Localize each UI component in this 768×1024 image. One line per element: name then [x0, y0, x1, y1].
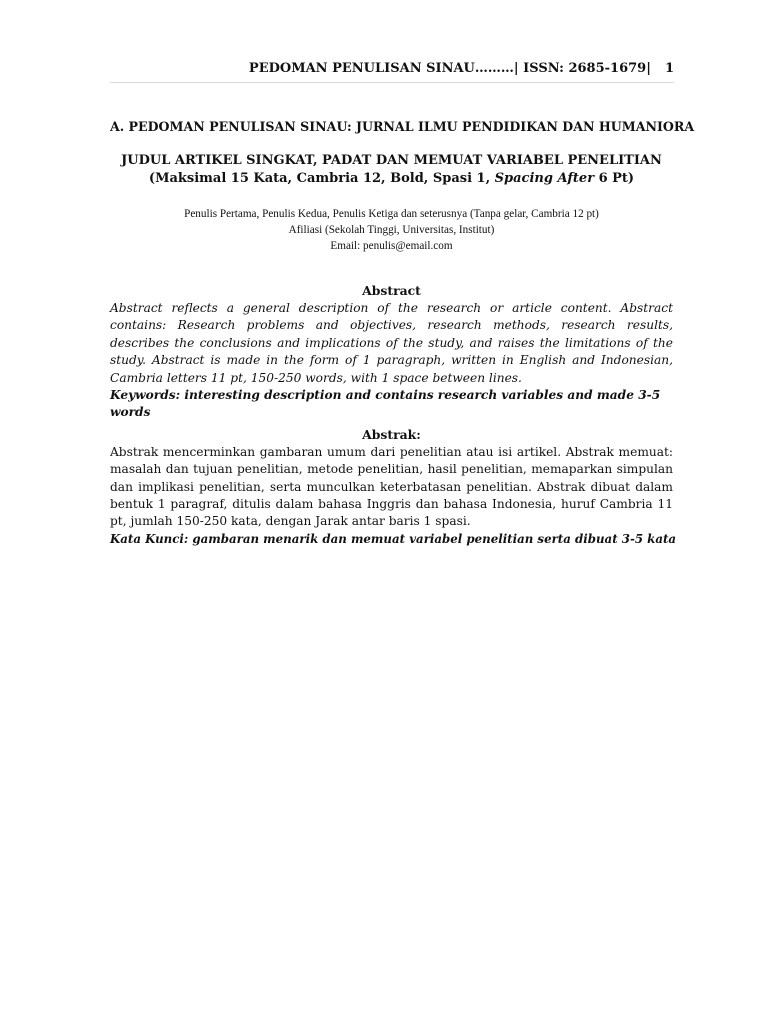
author-affiliation: Afiliasi (Sekolah Tinggi, Universitas, Institut)	[288, 224, 495, 236]
abstract-keywords: Keywords: interesting description and contains research variables and made 3-5 words	[110, 388, 661, 420]
header-separator-2: |	[646, 61, 651, 76]
article-title: JUDUL ARTIKEL SINGKAT, PADAT DAN MEMUAT VARIABEL PENELITIAN	[121, 153, 662, 168]
article-title-note-suffix: 6 Pt)	[594, 171, 635, 186]
abstrak-keywords: Kata Kunci: gambaran menarik dan memuat variabel penelitian serta dibuat 3-5 kata	[110, 531, 677, 546]
article-title-note-italic: Spacing After	[494, 171, 595, 186]
page-number: 1	[664, 61, 674, 76]
section-title: A. PEDOMAN PENULISAN SINAU: JURNAL ILMU PENDIDIKAN DAN HUMANIORA	[110, 119, 695, 134]
abstract-body: Abstract reflects a general description of the research or article content. Abstract contains: Research problems and objectives, research methods, research results, describes the conclusions and implications of the study, and raises the limitations of the study. Abstract is made in the form of 1 paragraph, written in English and Indonesian, Cambria letters 11 pt, 150-250 words, with 1 space between lines.	[110, 301, 673, 385]
document-body	[110, 118, 695, 548]
abstract-heading: Abstract	[362, 283, 421, 298]
article-title-note-prefix: (Maksimal 15 Kata, Cambria 12, Bold, Spasi 1,	[148, 171, 495, 186]
author-names: Penulis Pertama, Penulis Kedua, Penulis Ketiga dan seterusnya (Tanpa gelar, Cambria 12 pt)	[184, 208, 599, 220]
abstrak-body: Abstrak mencerminkan gambaran umum dari penelitian atau isi artikel. Abstrak memuat: masalah dan tujuan penelitian, metode penelitian, hasil penelitian, memaparkan simpulan dan implikasi penelitian, serta munculkan keterbatasan penelitian. Abstrak dibuat dalam bentuk 1 paragraf, ditulis dalam bahasa Inggris dan bahasa Indonesia, huruf Cambria 11 pt, jumlah 150-250 kata, dengan Jarak antar baris 1 spasi.	[110, 444, 673, 529]
header-journal-title: PEDOMAN PENULISAN SINAU………	[248, 61, 514, 76]
header-separator: |	[513, 61, 519, 76]
running-header	[110, 58, 674, 83]
author-email: Email: penulis@email.com	[330, 240, 453, 252]
header-issn: ISSN: 2685-1679	[523, 61, 647, 76]
abstrak-heading: Abstrak:	[362, 426, 421, 442]
article-title-note	[110, 170, 673, 188]
